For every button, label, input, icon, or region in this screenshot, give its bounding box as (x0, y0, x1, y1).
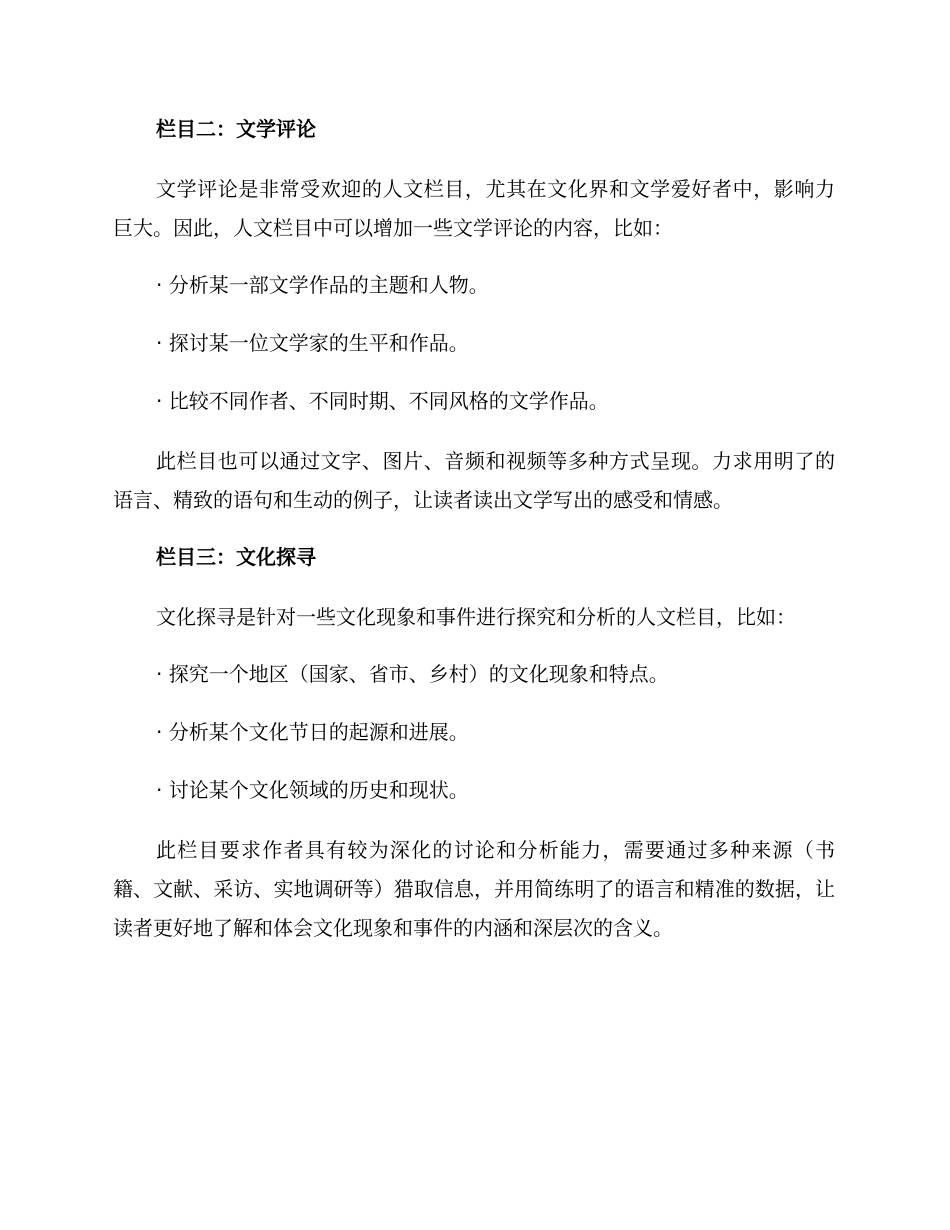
list-item: · 分析某个文化节日的起源和进展。 (156, 720, 469, 744)
section-title-literary-review: 栏目二：文学评论 (156, 117, 316, 141)
section-title-culture-exploration: 栏目三：文化探寻 (156, 545, 316, 569)
section-intro-culture-exploration: 文化探寻是针对一些文化现象和事件进行探究和分析的人文栏目，比如： (156, 605, 796, 629)
section-intro-literary-review: 文学评论是非常受欢迎的人文栏目，尤其在文化界和文学爱好者中，影响力巨大。因此，人文栏目中可以增加一些文学评论的内容，比如： (113, 177, 835, 240)
list-item: · 探讨某一位文学家的生平和作品。 (156, 331, 469, 355)
section-closing-culture-exploration: 此栏目要求作者具有较为深化的讨论和分析能力，需要通过多种来源（书籍、文献、采访、实地调研等）猎取信息，并用简练明了的语言和精准的数据，让读者更好地了解和体会文化现象和事件的内涵和深层次的含义。 (113, 838, 835, 940)
list-item: · 探究一个地区（国家、省市、乡村）的文化现象和特点。 (156, 662, 669, 686)
document-page (113, 112, 835, 948)
list-item: · 讨论某个文化领域的历史和现状。 (156, 778, 469, 802)
section-closing-literary-review: 此栏目也可以通过文字、图片、音频和视频等多种方式呈现。力求用明了的语言、精致的语句和生动的例子，让读者读出文学写出的感受和情感。 (113, 449, 835, 512)
list-item: · 分析某一部文学作品的主题和人物。 (156, 273, 489, 297)
list-item: · 比较不同作者、不同时期、不同风格的文学作品。 (156, 389, 609, 413)
